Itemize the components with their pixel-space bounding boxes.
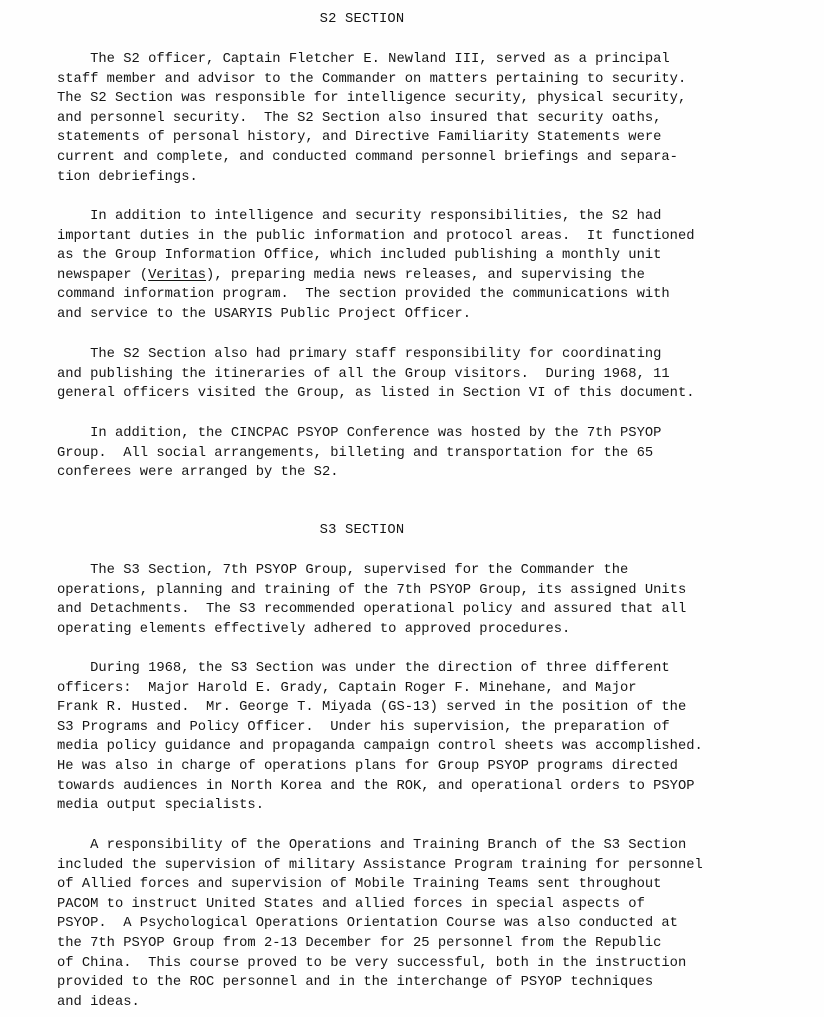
text-line: and personnel security. The S2 Section also insured that security oaths, — [57, 110, 662, 126]
s2-paragraph-2 — [57, 207, 797, 325]
newspaper-title: Veritas — [148, 267, 207, 283]
text-line: and ideas. — [57, 994, 140, 1010]
text-line: towards audiences in North Korea and the ROK, and operational orders to PSYOP — [57, 778, 695, 794]
text-line: current and complete, and conducted command personnel briefings and separa- — [57, 149, 678, 165]
s3-paragraph-2 — [57, 659, 797, 816]
text-line: S3 Programs and Policy Officer. Under his supervision, the preparation of — [57, 719, 670, 735]
text-line: operating elements effectively adhered to approved procedures. — [57, 621, 571, 637]
text-line: and publishing the itineraries of all the Group visitors. During 1968, 11 — [57, 366, 670, 382]
text-line: media output specialists. — [57, 798, 264, 814]
text-line: media policy guidance and propaganda campaign control sheets was accomplished. — [57, 739, 703, 755]
text-line: general officers visited the Group, as listed in Section VI of this document. — [57, 386, 695, 402]
text-line: important duties in the public information and protocol areas. It functioned — [57, 228, 695, 244]
text-line: provided to the ROC personnel and in the interchange of PSYOP techniques — [57, 975, 654, 991]
text-line: In addition, the CINCPAC PSYOP Conference was hosted by the 7th PSYOP — [57, 426, 662, 441]
text-fragment: ), preparing media news releases, and supervising the — [206, 267, 645, 283]
text-line: The S2 officer, Captain Fletcher E. Newland III, served as a principal — [57, 52, 670, 67]
text-line: The S3 Section, 7th PSYOP Group, supervised for the Commander the — [57, 563, 629, 578]
s3-paragraph-1 — [57, 561, 797, 639]
text-line: Group. All social arrangements, billeting and transportation for the 65 — [57, 445, 654, 461]
s2-section-heading: S2 SECTION — [319, 12, 405, 27]
text-line: of China. This course proved to be very successful, both in the instruction — [57, 955, 687, 971]
text-line: In addition to intelligence and security responsibilities, the S2 had — [57, 209, 662, 224]
text-line — [57, 266, 797, 286]
text-line: He was also in charge of operations plans for Group PSYOP programs directed — [57, 758, 678, 774]
s2-paragraph-1 — [57, 50, 797, 187]
text-line: officers: Major Harold E. Grady, Captain Roger F. Minehane, and Major — [57, 680, 637, 696]
text-line: A responsibility of the Operations and Training Branch of the S3 Section — [57, 838, 687, 853]
text-line: of Allied forces and supervision of Mobile Training Teams sent throughout — [57, 877, 662, 893]
text-line: as the Group Information Office, which included publishing a monthly unit — [57, 248, 662, 264]
s3-paragraph-3 — [57, 836, 797, 1012]
text-line: command information program. The section provided the communications with — [57, 287, 670, 303]
text-line: PSYOP. A Psychological Operations Orientation Course was also conducted at — [57, 916, 678, 932]
s2-paragraph-3 — [57, 345, 797, 404]
text-line: operations, planning and training of the 7th PSYOP Group, its assigned Units — [57, 582, 687, 598]
text-line: tion debriefings. — [57, 169, 198, 185]
text-line: conferees were arranged by the S2. — [57, 465, 339, 481]
s3-section-heading: S3 SECTION — [319, 523, 405, 538]
text-line: Frank R. Husted. Mr. George T. Miyada (GS-13) served in the position of the — [57, 700, 687, 716]
text-line: The S2 Section was responsible for intelligence security, physical security, — [57, 91, 687, 107]
text-line: During 1968, the S3 Section was under the direction of three different — [57, 661, 670, 676]
text-line: the 7th PSYOP Group from 2-13 December for 25 personnel from the Republic — [57, 935, 662, 951]
text-line: and Detachments. The S3 recommended operational policy and assured that all — [57, 602, 687, 618]
text-line: The S2 Section also had primary staff responsibility for coordinating — [57, 347, 662, 362]
text-line: statements of personal history, and Directive Familiarity Statements were — [57, 130, 662, 146]
text-fragment: newspaper ( — [57, 267, 149, 283]
text-line: included the supervision of military Assistance Program training for personnel — [57, 857, 703, 873]
s2-paragraph-4 — [57, 424, 797, 483]
text-line: and service to the USARYIS Public Project Officer. — [57, 306, 471, 322]
text-line: PACOM to instruct United States and allied forces in special aspects of — [57, 896, 645, 912]
text-line: staff member and advisor to the Commander on matters pertaining to security. — [57, 71, 687, 87]
